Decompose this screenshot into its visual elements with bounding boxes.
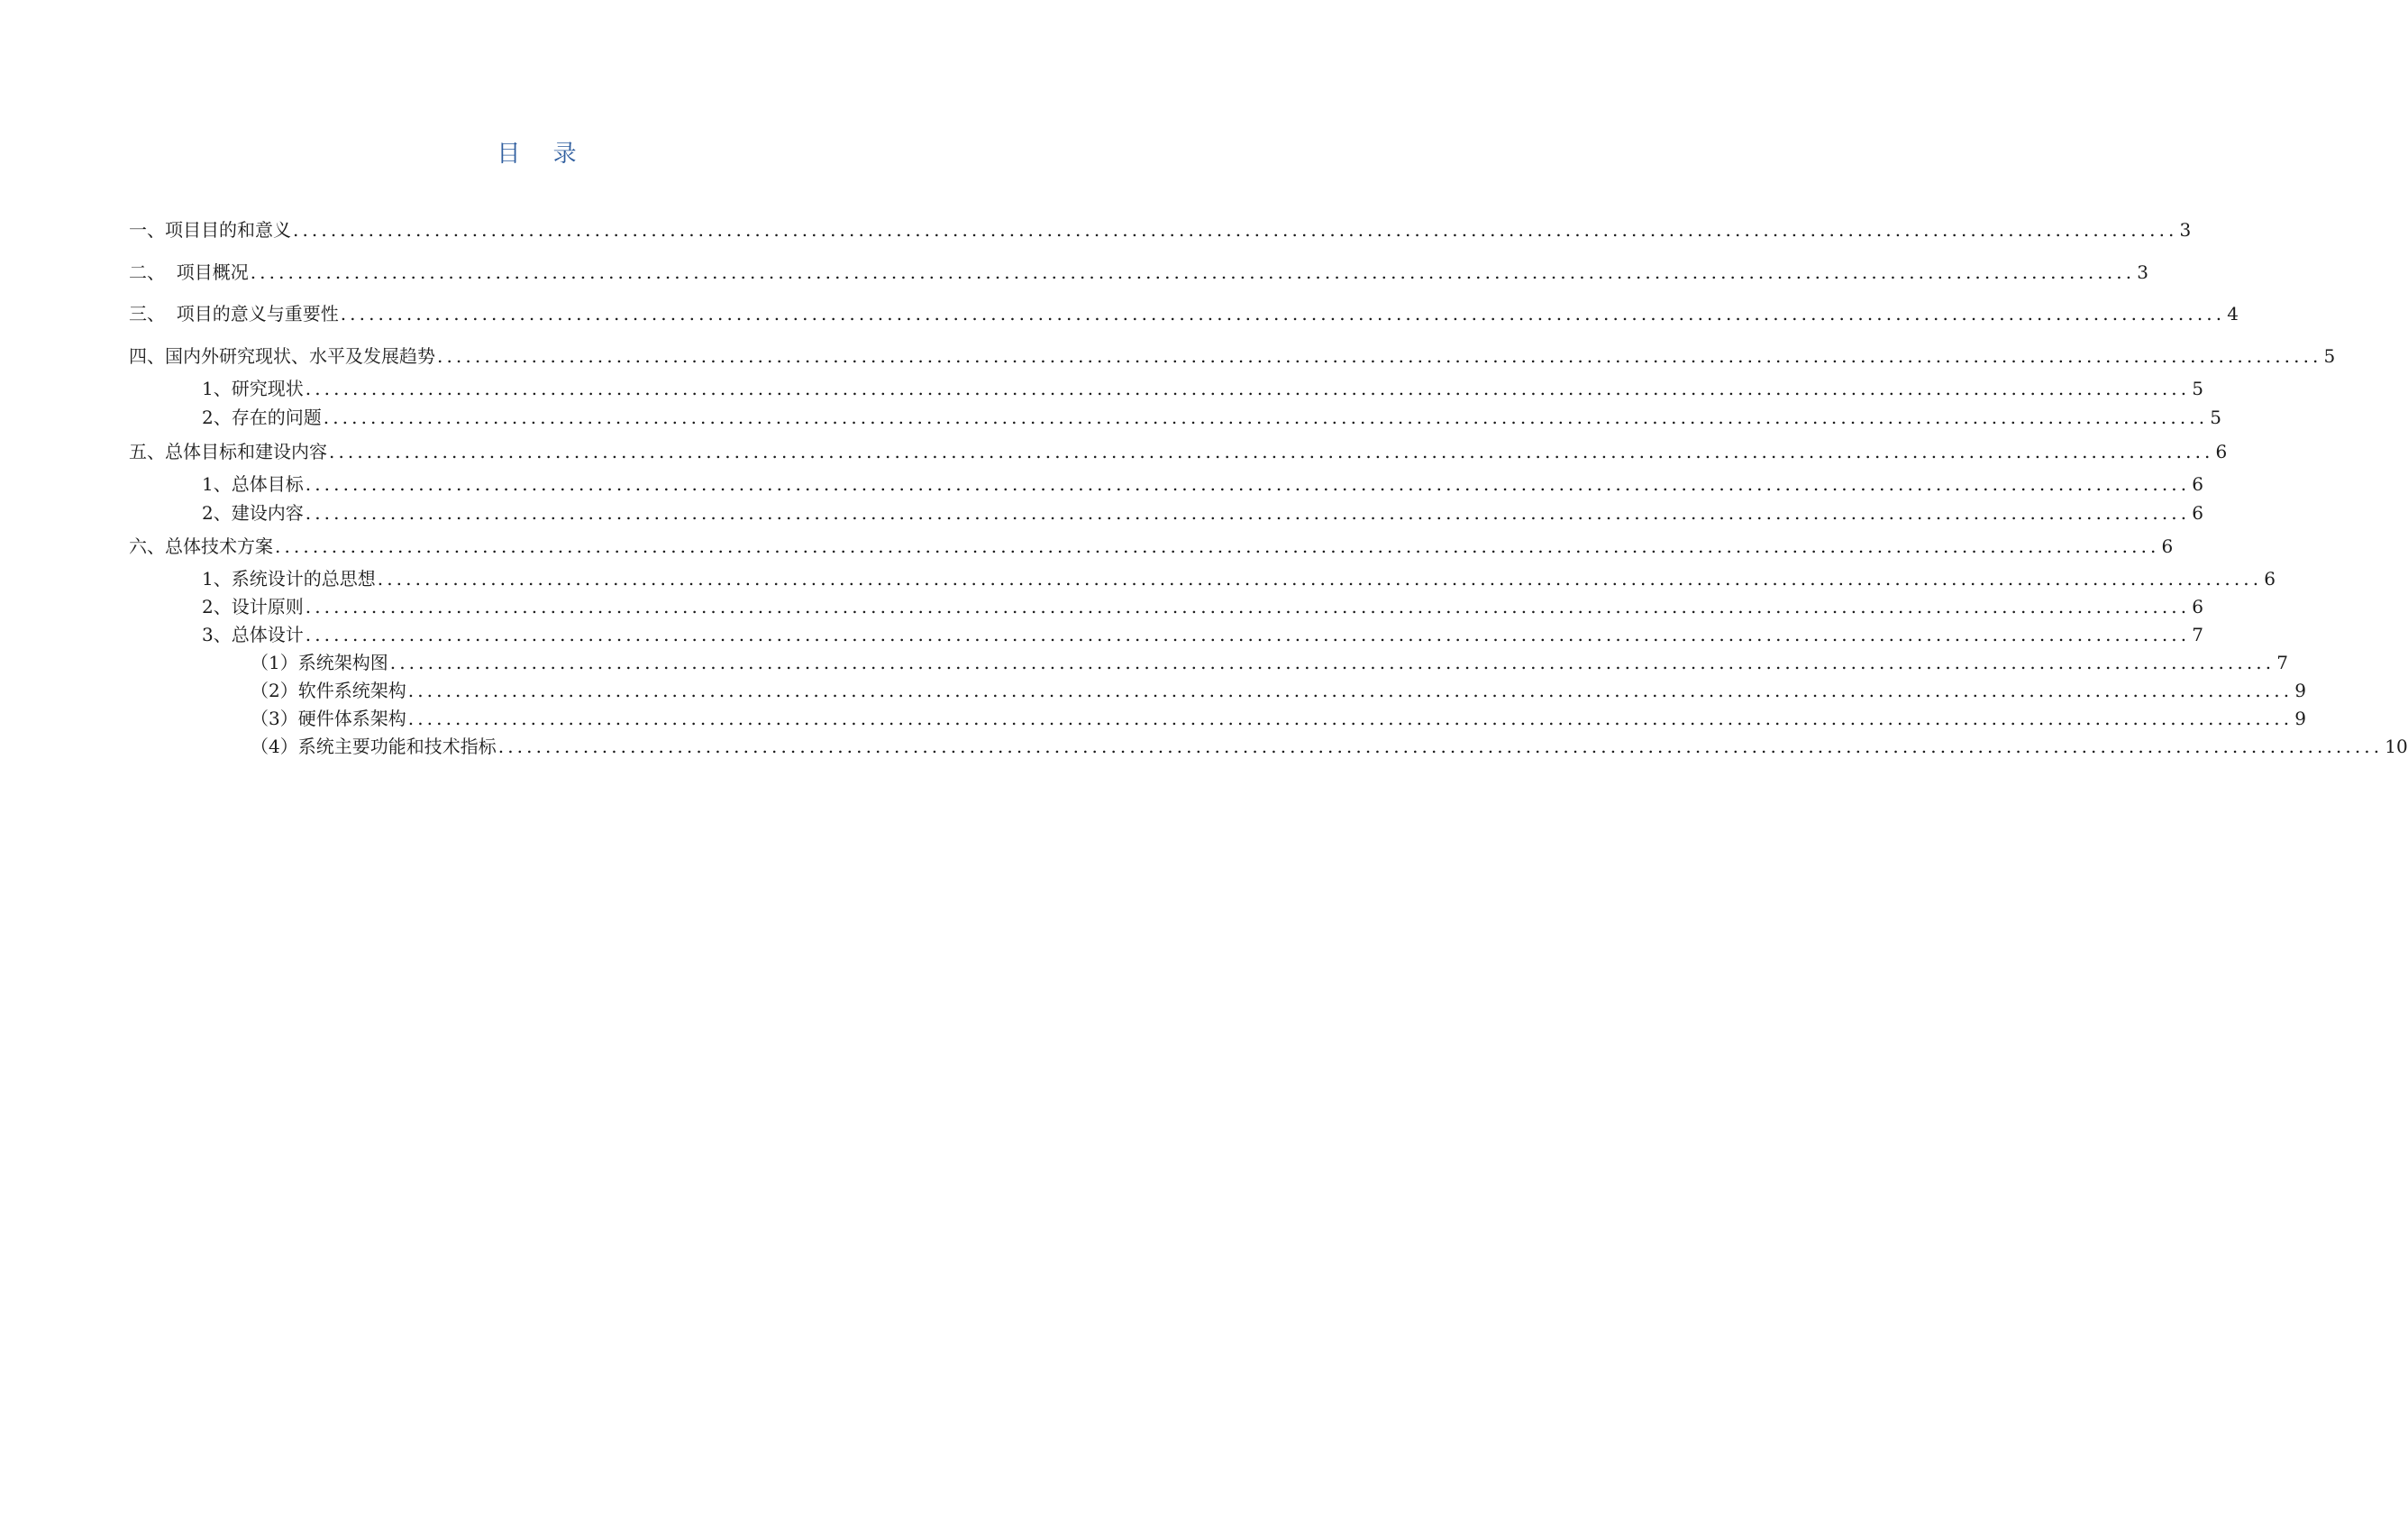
toc-entry[interactable] — [202, 376, 2203, 401]
toc-page-number: 6 — [2192, 596, 2203, 617]
toc-entry-label: 四、国内外研究现状、水平及发展趋势 — [129, 345, 435, 367]
toc-entry-label: 2、存在的问题 — [202, 407, 322, 428]
toc-dot-leader: ........................................................................................................................................................................................................ — [305, 624, 2191, 645]
toc-dot-leader: ........................................................................................................................................................................................................ — [407, 680, 2294, 701]
toc-dot-leader: ........................................................................................................................................................................................................ — [377, 568, 2263, 590]
toc-page-number: 9 — [2294, 680, 2306, 701]
toc-entry[interactable] — [251, 650, 2288, 675]
toc-dot-leader: ........................................................................................................................................................................................................ — [305, 473, 2191, 495]
toc-dot-leader: ........................................................................................................................................................................................................ — [437, 345, 2322, 367]
toc-dot-leader: ........................................................................................................................................................................................................ — [305, 502, 2191, 524]
toc-entry[interactable] — [202, 500, 2203, 526]
toc-entry[interactable] — [202, 566, 2276, 591]
toc-page-number: 7 — [2192, 624, 2203, 645]
toc-entry-label: （1）系统架构图 — [251, 652, 388, 673]
toc-entry-label: （3）硬件体系架构 — [251, 708, 406, 729]
toc-entry-label: 六、总体技术方案 — [129, 535, 273, 557]
toc-page-number: 6 — [2192, 502, 2203, 524]
toc-dot-leader: ........................................................................................................................................................................................................ — [250, 261, 2136, 283]
toc-page-number: 6 — [2192, 473, 2203, 495]
toc-entry-label: （4）系统主要功能和技术指标 — [251, 736, 497, 757]
toc-entry-label: 1、系统设计的总思想 — [202, 568, 376, 590]
toc-page-number: 4 — [2227, 303, 2239, 325]
toc-page-number: 6 — [2215, 441, 2228, 462]
toc-dot-leader: ........................................................................................................................................................................................................ — [305, 378, 2191, 399]
toc-entry[interactable] — [129, 439, 2228, 464]
toc-entry-label: （2）软件系统架构 — [251, 680, 406, 701]
toc-entry-label: 2、建设内容 — [202, 502, 304, 524]
toc-page-number: 5 — [2210, 407, 2221, 428]
toc-dot-leader: ........................................................................................................................................................................................................ — [340, 303, 2226, 325]
toc-page-number: 7 — [2276, 652, 2288, 673]
toc-entry[interactable] — [129, 217, 2192, 242]
toc-page-number: 5 — [2192, 378, 2203, 399]
toc-entry[interactable] — [129, 260, 2148, 285]
toc-entry-label: 1、研究现状 — [202, 378, 304, 399]
toc-entry[interactable] — [251, 678, 2306, 703]
toc-entry-label: 2、设计原则 — [202, 596, 304, 617]
toc-entry[interactable] — [251, 734, 2408, 759]
toc-entry-label: 1、总体目标 — [202, 473, 304, 495]
toc-page-number: 6 — [2264, 568, 2276, 590]
toc-entry-label: 五、总体目标和建设内容 — [129, 441, 327, 462]
toc-entry[interactable] — [202, 622, 2203, 647]
toc-entry[interactable] — [251, 706, 2306, 731]
toc-page-number: 6 — [2161, 535, 2174, 557]
toc-entry[interactable] — [202, 594, 2203, 619]
toc-page-number: 3 — [2179, 219, 2192, 241]
toc-dot-leader: ........................................................................................................................................................................................................ — [389, 652, 2276, 673]
toc-entry[interactable] — [202, 405, 2221, 430]
toc-entry-label: 一、项目目的和意义 — [129, 219, 291, 241]
toc-page-number: 3 — [2137, 261, 2148, 283]
toc-title: 目 录 — [497, 141, 589, 168]
toc-page-number: 9 — [2294, 708, 2306, 729]
toc-entry-label: 二、 项目概况 — [129, 261, 249, 283]
toc-dot-leader: ........................................................................................................................................................................................................ — [407, 708, 2294, 729]
toc-entry[interactable] — [129, 534, 2174, 559]
toc-dot-leader: ........................................................................................................................................................................................................ — [323, 407, 2209, 428]
toc-entry-label: 3、总体设计 — [202, 624, 304, 645]
toc-entry[interactable] — [129, 343, 2336, 369]
toc-dot-leader: ........................................................................................................................................................................................................ — [275, 535, 2160, 557]
toc-entry[interactable] — [202, 471, 2203, 497]
toc-entry[interactable] — [129, 301, 2239, 326]
toc-entry-label: 三、 项目的意义与重要性 — [129, 303, 339, 325]
toc-page-number: 10 — [2385, 736, 2408, 757]
toc-dot-leader: ........................................................................................................................................................................................................ — [497, 736, 2384, 757]
toc-page-number: 5 — [2323, 345, 2336, 367]
toc-dot-leader: ........................................................................................................................................................................................................ — [305, 596, 2191, 617]
toc-dot-leader: ........................................................................................................................................................................................................ — [329, 441, 2214, 462]
toc-dot-leader: ........................................................................................................................................................................................................ — [293, 219, 2178, 241]
